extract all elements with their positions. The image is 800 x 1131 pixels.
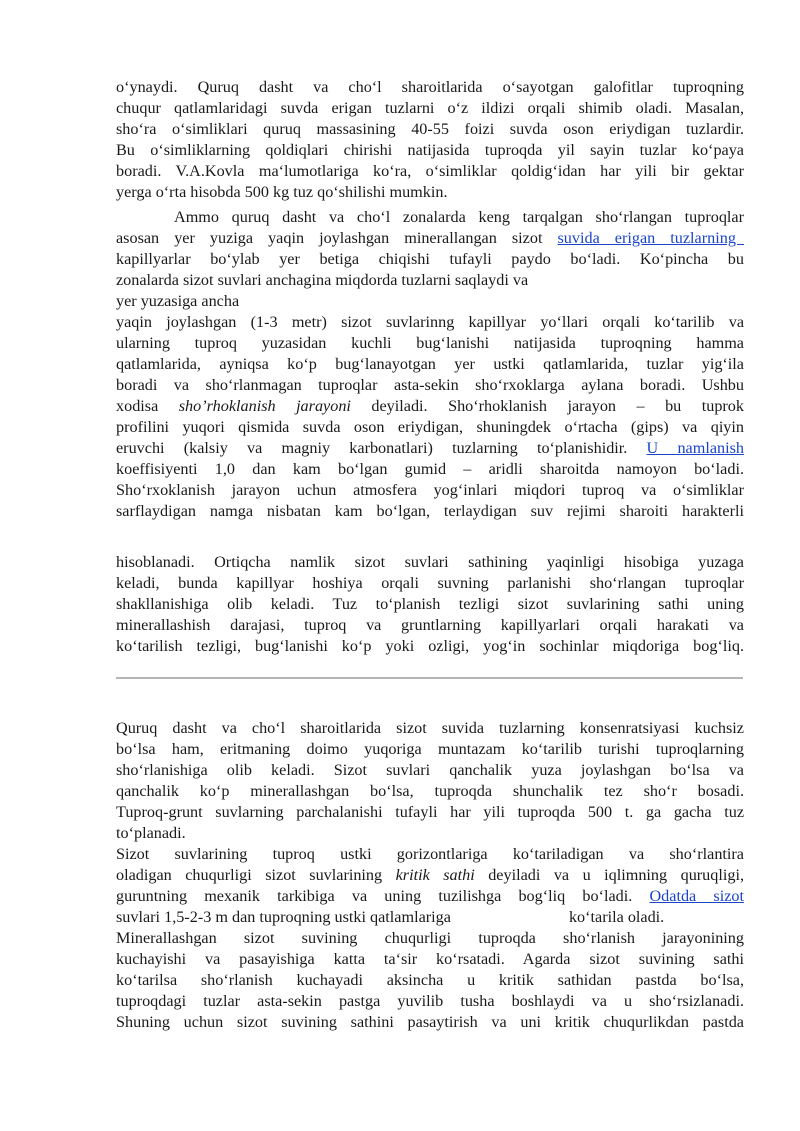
text-fragment: deyiladi. Sho‘rhoklanish jarayon – bu tuprok [350, 397, 744, 415]
text-fragment: eruvchi (kalsiy va magniy karbonatlari) tuzlarning to‘planishidir. [116, 439, 647, 457]
text-fragment: oladigan chuqurligi sizot suvlarining [116, 866, 396, 884]
text-line: o‘ynaydi. Quruq dasht va cho‘l sharoitlarida o‘sayotgan galofitlar tuproqning [116, 78, 744, 96]
text-line: tuproqdagi tuzlar asta-sekin pastga yuvilib tusha boshlaydi va u sho‘rsizlanadi. [116, 992, 744, 1010]
text-line: Bu o‘simliklarning qoldiqlari chirishi natijasida tuproqda yil sayin tuzlar ko‘paya [116, 141, 744, 159]
text-line: sho‘ra o‘simliklari quruq massasining 40-55 foizi suvda oson eriydigan tuzlardir. [116, 120, 744, 138]
text-line: Quruq dasht va cho‘l sharoitlarida sizot suvida tuzlarning konsenratsiyasi kuchsiz [116, 719, 744, 737]
text-line: to‘planadi. [116, 824, 186, 842]
text-line: Ammo quruq dasht va cho‘l zonalarda keng tarqalgan sho‘rlangan tuproqlar [174, 208, 744, 226]
text-line: yer yuzasiga ancha [116, 292, 240, 310]
paragraph-shorlangan-tuproqlar [116, 207, 744, 522]
text-line: yaqin joylashgan (1-3 metr) sizot suvlarinng kapillyar yo‘llari orqali ko‘tarilib va [116, 313, 744, 331]
text-line [116, 438, 744, 459]
text-line: Shuning uchun sizot suvining sathini pasaytirish va uni kritik chuqurlikdan pastda [116, 1013, 744, 1031]
text-fragment: suvlari 1,5-2-3 m dan tuproqning ustki qatlamlariga [116, 908, 451, 926]
text-line: ko‘tarilish tezligi, bug‘lanishi ko‘p yoki ozligi, yog‘in sochinlar miqdoriga bog‘liq. [116, 637, 744, 655]
paragraph-galofitlar [116, 77, 744, 203]
text-line [116, 228, 744, 249]
hyperlink-suvida-erigan[interactable]: suvida erigan tuzlarning [557, 229, 745, 247]
paragraph-quruq-dasht [116, 718, 744, 1033]
italic-term: sho’rhoklanish jarayoni [178, 397, 351, 415]
text-line: bo‘lsa ham, eritmaning doimo yuqoriga muntazam ko‘tarilib turishi tuproqlarning [116, 740, 744, 758]
text-line [116, 886, 744, 907]
text-line: chuqur qatlamlaridagi suvda erigan tuzlarni o‘z ildizi orqali shimib oladi. Masalan, [116, 99, 744, 117]
text-line: minerallashish darajasi, tuproq va gruntlarning kapillyarlari orqali harakati va [116, 616, 744, 634]
text-line: keladi, bunda kapillyar hoshiya orqali suvning parlanishi sho‘rlangan tuproqlar [116, 574, 744, 592]
text-fragment: guruntning mexanik tarkibiga va uning tuzilishga bog‘liq bo‘ladi. [116, 887, 650, 905]
text-line: yerga o‘rta hisobda 500 kg tuz qo‘shilishi mumkin. [116, 183, 448, 201]
text-line [116, 396, 744, 417]
text-line: kapillyarlar bo‘ylab yer betiga chiqishi tufayli paydo bo‘ladi. Ko‘pincha bu [116, 250, 744, 268]
text-line: koeffisiyenti 1,0 dan kam bo‘lgan gumid – aridli sharoitda namoyon bo‘ladi. [116, 460, 744, 478]
text-fragment: ko‘tarila oladi. [568, 908, 665, 926]
text-line: ularning tuproq yuzasidan kuchli bug‘lanishi natijasida tuproqning hamma [116, 334, 744, 352]
text-line: boradi va sho‘rlanmagan tuproqlar asta-sekin sho‘rxoklarga aylana boradi. Ushbu [116, 376, 744, 394]
text-line: profilini yuqori qismida suvda oson eriydigan, shuningdek o‘rtacha (gips) va qiyin [116, 418, 744, 436]
text-fragment: deyiladi va u iqlimning quruqligi, [474, 866, 744, 884]
text-line [116, 907, 744, 928]
text-line: sho‘rlanishiga olib keladi. Sizot suvlari qanchalik yuza joylashgan bo‘lsa va [116, 761, 744, 779]
text-line: shakllanishiga olib keladi. Tuz to‘planish tezligi sizot suvlarining sathi uning [116, 595, 744, 613]
hyperlink-u-namlanish[interactable]: U namlanish [646, 439, 744, 457]
text-line: Minerallashgan sizot suvining chuqurligi tuproqda sho‘rlanish jarayonining [116, 929, 744, 947]
text-line: Sho‘rxoklanish jarayon uchun atmosfera yog‘inlari miqdori tuproq va o‘simliklar [116, 481, 744, 499]
text-line: kuchayishi va pasayishiga katta ta‘sir ko‘rsatadi. Agarda sizot suvining sathi [116, 950, 744, 968]
text-line: sarflaydigan namga nisbatan kam bo‘lgan, terlaydigan suv rejimi sharoiti harakterli [116, 502, 744, 520]
text-line: qanchalik ko‘p minerallashgan bo‘lsa, tuproqda shunchalik tez sho‘r bosadi. [116, 782, 744, 800]
text-line: Tuproq-grunt suvlarning parchalanishi tufayli har yili tuproqda 500 t. ga gacha tuz [116, 803, 744, 821]
text-line: qatlamlarida, ayniqsa ko‘p bug‘lanayotgan yer ustki qatlamlarida, tuzlar yig‘ila [116, 355, 744, 373]
text-fragment: asosan yer yuziga yaqin joylashgan minerallangan sizot [116, 229, 558, 247]
text-line [116, 865, 744, 886]
hyperlink-odatda-sizot[interactable]: Odatda sizot [649, 887, 744, 905]
text-line: boradi. V.A.Kovla ma‘lumotlariga ko‘ra, o‘simliklar qoldig‘idan har yili bir gektar [116, 162, 744, 180]
divider [116, 677, 743, 679]
text-fragment: xodisa [116, 397, 179, 415]
text-line: Sizot suvlarining tuproq ustki gorizontlariga ko‘tariladigan va sho‘rlantira [116, 845, 744, 863]
text-line: hisoblanadi. Ortiqcha namlik sizot suvlari sathining yaqinligi hisobiga yuzaga [116, 553, 744, 571]
text-line: ko‘tarilsa sho‘rlanish kuchayadi aksincha u kritik sathidan pastda bo‘lsa, [116, 971, 744, 989]
italic-term: kritik sathi [395, 866, 475, 884]
paragraph-hisoblanadi [116, 552, 744, 657]
text-line: zonalarda sizot suvlari anchagina miqdorda tuzlarni saqlaydi va [116, 271, 529, 289]
